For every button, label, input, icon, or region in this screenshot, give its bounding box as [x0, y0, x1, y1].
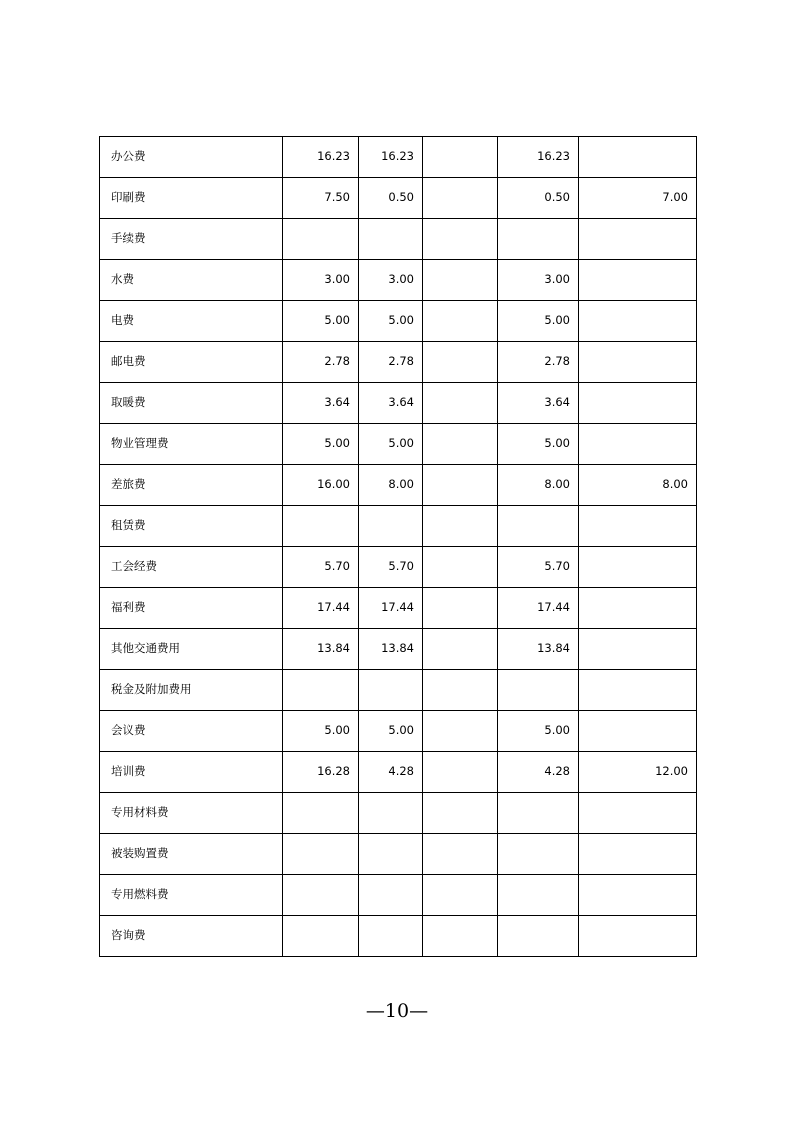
expense-table — [99, 136, 697, 957]
table-row — [100, 834, 697, 875]
amount-cell — [579, 547, 697, 588]
amount-cell — [498, 875, 579, 916]
amount-cell: 2.78 — [359, 342, 423, 383]
amount-cell: 0.50 — [359, 178, 423, 219]
amount-cell — [579, 342, 697, 383]
expense-item-name: 手续费 — [100, 219, 283, 260]
amount-cell — [579, 301, 697, 342]
amount-cell — [579, 424, 697, 465]
expense-item-name: 培训费 — [100, 752, 283, 793]
amount-cell — [423, 711, 498, 752]
expense-item-name: 电费 — [100, 301, 283, 342]
amount-cell: 12.00 — [579, 752, 697, 793]
expense-item-name: 租赁费 — [100, 506, 283, 547]
amount-cell: 13.84 — [498, 629, 579, 670]
expense-item-name: 差旅费 — [100, 465, 283, 506]
amount-cell: 16.23 — [283, 137, 359, 178]
amount-cell: 2.78 — [498, 342, 579, 383]
table-row — [100, 260, 697, 301]
amount-cell — [579, 383, 697, 424]
amount-cell — [359, 793, 423, 834]
page-number: —10— — [365, 1000, 429, 1022]
table-row — [100, 629, 697, 670]
expense-item-name: 咨询费 — [100, 916, 283, 957]
amount-cell — [498, 506, 579, 547]
table-row — [100, 875, 697, 916]
amount-cell — [579, 260, 697, 301]
amount-cell — [283, 219, 359, 260]
amount-cell — [423, 547, 498, 588]
amount-cell — [579, 875, 697, 916]
amount-cell — [423, 875, 498, 916]
amount-cell: 13.84 — [283, 629, 359, 670]
amount-cell: 4.28 — [498, 752, 579, 793]
amount-cell: 5.00 — [359, 301, 423, 342]
expense-item-name: 工会经费 — [100, 547, 283, 588]
amount-cell — [359, 219, 423, 260]
amount-cell: 5.00 — [359, 424, 423, 465]
expense-item-name: 物业管理费 — [100, 424, 283, 465]
amount-cell — [423, 629, 498, 670]
table-row — [100, 342, 697, 383]
amount-cell — [359, 916, 423, 957]
amount-cell: 8.00 — [359, 465, 423, 506]
amount-cell — [423, 834, 498, 875]
amount-cell — [579, 834, 697, 875]
amount-cell — [498, 916, 579, 957]
expense-item-name: 被装购置费 — [100, 834, 283, 875]
table-row — [100, 137, 697, 178]
amount-cell: 5.00 — [498, 711, 579, 752]
amount-cell — [579, 793, 697, 834]
amount-cell — [579, 137, 697, 178]
expense-item-name: 专用材料费 — [100, 793, 283, 834]
expense-item-name: 税金及附加费用 — [100, 670, 283, 711]
amount-cell: 2.78 — [283, 342, 359, 383]
expense-item-name: 水费 — [100, 260, 283, 301]
amount-cell: 7.00 — [579, 178, 697, 219]
amount-cell: 5.00 — [283, 424, 359, 465]
amount-cell: 7.50 — [283, 178, 359, 219]
amount-cell: 5.70 — [283, 547, 359, 588]
amount-cell: 5.70 — [359, 547, 423, 588]
expense-item-name: 专用燃料费 — [100, 875, 283, 916]
amount-cell — [283, 670, 359, 711]
amount-cell — [579, 629, 697, 670]
amount-cell: 8.00 — [579, 465, 697, 506]
amount-cell — [498, 834, 579, 875]
table-row — [100, 752, 697, 793]
amount-cell — [423, 916, 498, 957]
table-row — [100, 588, 697, 629]
amount-cell — [498, 219, 579, 260]
table-row — [100, 301, 697, 342]
amount-cell — [359, 506, 423, 547]
amount-cell — [423, 506, 498, 547]
amount-cell: 13.84 — [359, 629, 423, 670]
table-row — [100, 670, 697, 711]
amount-cell: 5.00 — [498, 301, 579, 342]
amount-cell: 5.00 — [498, 424, 579, 465]
amount-cell — [423, 465, 498, 506]
expense-item-name: 办公费 — [100, 137, 283, 178]
amount-cell: 5.00 — [359, 711, 423, 752]
expense-item-name: 取暖费 — [100, 383, 283, 424]
expense-item-name: 印刷费 — [100, 178, 283, 219]
amount-cell: 16.28 — [283, 752, 359, 793]
amount-cell — [359, 834, 423, 875]
amount-cell: 3.00 — [498, 260, 579, 301]
amount-cell: 5.00 — [283, 301, 359, 342]
amount-cell: 16.00 — [283, 465, 359, 506]
amount-cell — [579, 588, 697, 629]
table-row — [100, 793, 697, 834]
amount-cell — [359, 670, 423, 711]
amount-cell: 0.50 — [498, 178, 579, 219]
amount-cell — [423, 178, 498, 219]
amount-cell — [423, 383, 498, 424]
amount-cell — [579, 670, 697, 711]
amount-cell: 3.00 — [283, 260, 359, 301]
amount-cell — [423, 670, 498, 711]
amount-cell — [579, 916, 697, 957]
amount-cell: 5.70 — [498, 547, 579, 588]
expense-item-name: 会议费 — [100, 711, 283, 752]
amount-cell — [579, 711, 697, 752]
amount-cell — [359, 875, 423, 916]
amount-cell: 17.44 — [359, 588, 423, 629]
amount-cell — [283, 875, 359, 916]
amount-cell — [423, 424, 498, 465]
amount-cell: 3.64 — [498, 383, 579, 424]
amount-cell: 3.00 — [359, 260, 423, 301]
amount-cell: 5.00 — [283, 711, 359, 752]
expense-item-name: 福利费 — [100, 588, 283, 629]
amount-cell: 16.23 — [498, 137, 579, 178]
amount-cell: 3.64 — [359, 383, 423, 424]
table-row — [100, 711, 697, 752]
table-row — [100, 219, 697, 260]
amount-cell — [423, 137, 498, 178]
amount-cell: 4.28 — [359, 752, 423, 793]
table-row — [100, 465, 697, 506]
table-row — [100, 547, 697, 588]
amount-cell — [579, 219, 697, 260]
amount-cell — [283, 916, 359, 957]
amount-cell — [579, 506, 697, 547]
amount-cell — [283, 834, 359, 875]
amount-cell — [498, 793, 579, 834]
amount-cell: 17.44 — [498, 588, 579, 629]
amount-cell: 3.64 — [283, 383, 359, 424]
table-row — [100, 178, 697, 219]
amount-cell — [423, 301, 498, 342]
table-row — [100, 424, 697, 465]
amount-cell: 17.44 — [283, 588, 359, 629]
amount-cell — [423, 260, 498, 301]
amount-cell — [423, 793, 498, 834]
amount-cell — [423, 219, 498, 260]
expense-table-body — [100, 137, 697, 957]
table-row — [100, 916, 697, 957]
amount-cell — [423, 342, 498, 383]
table-row — [100, 383, 697, 424]
amount-cell — [423, 752, 498, 793]
expense-item-name: 其他交通费用 — [100, 629, 283, 670]
amount-cell: 16.23 — [359, 137, 423, 178]
expense-item-name: 邮电费 — [100, 342, 283, 383]
table-row — [100, 506, 697, 547]
amount-cell — [498, 670, 579, 711]
amount-cell — [283, 506, 359, 547]
amount-cell: 8.00 — [498, 465, 579, 506]
amount-cell — [283, 793, 359, 834]
amount-cell — [423, 588, 498, 629]
